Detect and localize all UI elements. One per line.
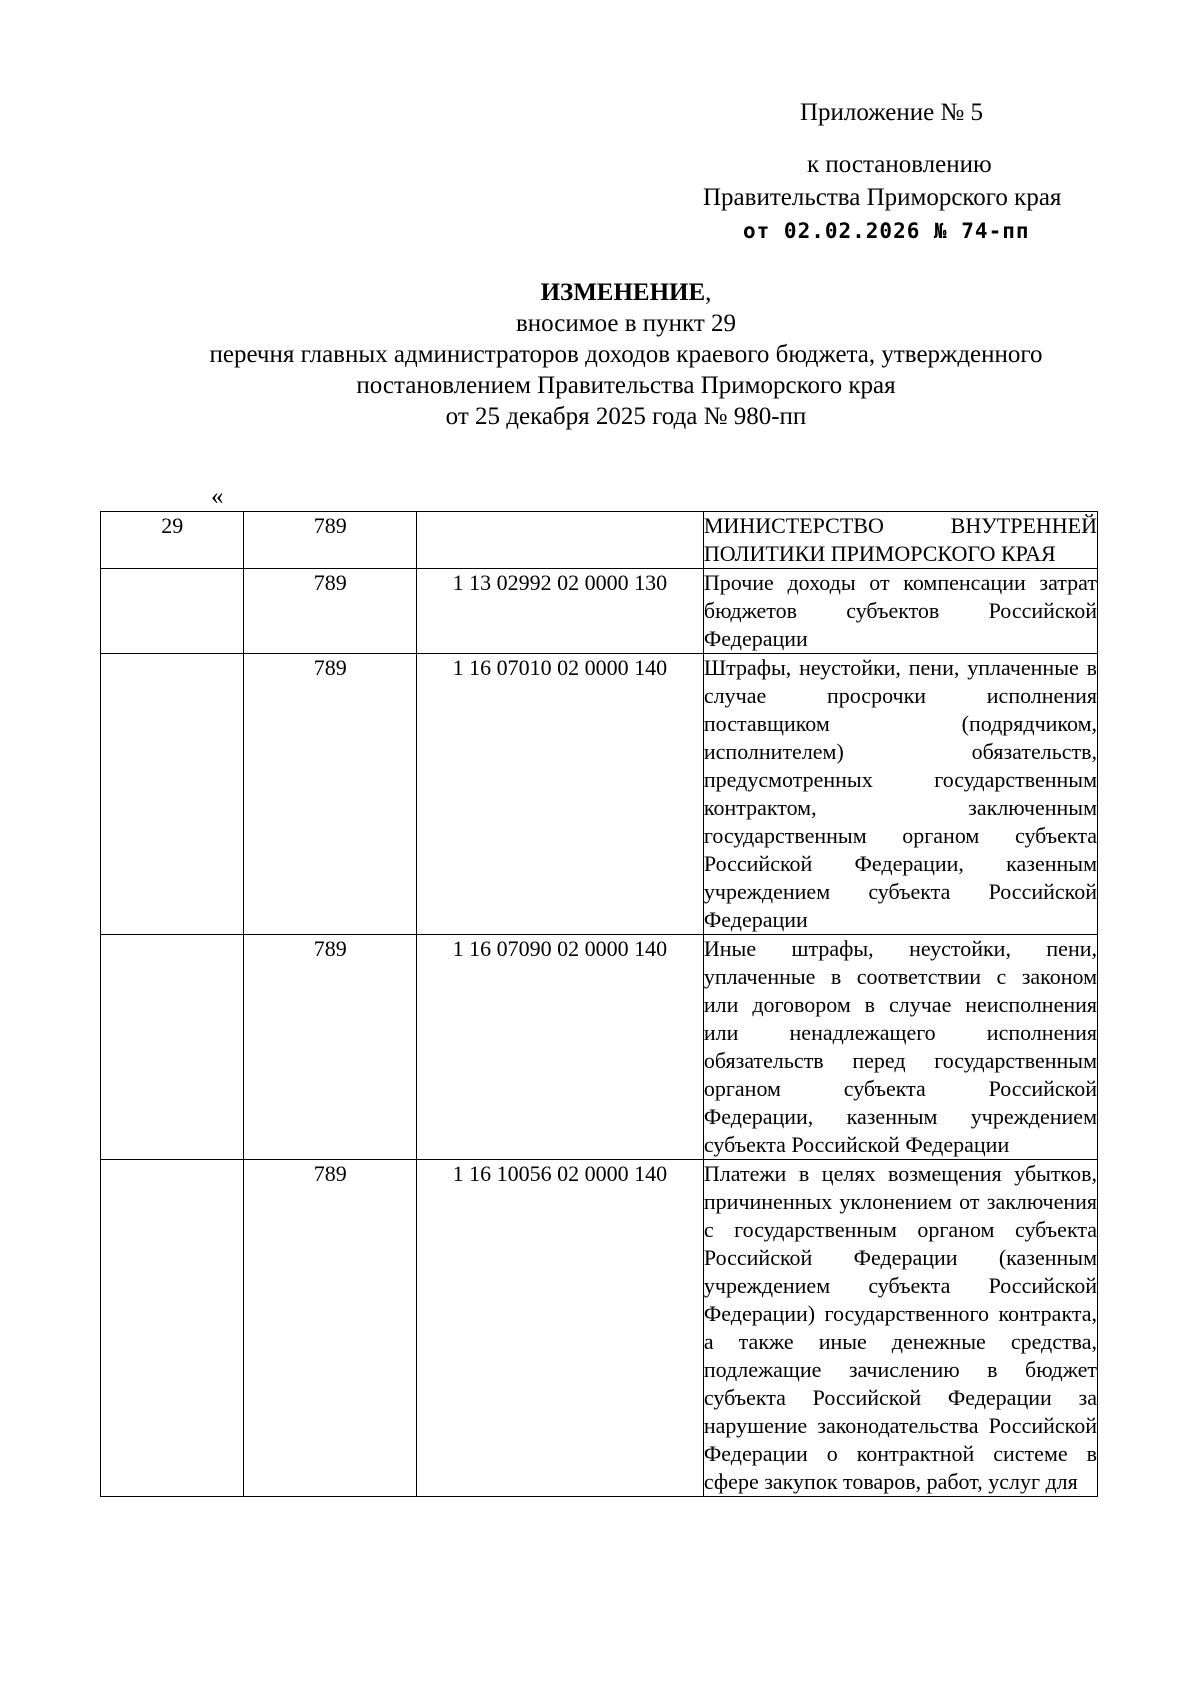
revenue-name-cell: Штрафы, неустойки, пени, уплаченные в случае просрочки исполнения поставщиком (подрядчиком, исполнителем) обязательств, предусмотренных государственным контрактом, заключенным государственным органом субъекта Российской Федерации, казенным учреждением субъекта Российской Федерации <box>703 654 1097 935</box>
heading-line-4: от 25 декабря 2025 года № 980-пп <box>445 403 807 430</box>
revenue-code-cell <box>416 512 703 569</box>
appendix-reference-line: к постановлению <box>807 151 992 178</box>
administrator-code-cell: 789 <box>244 935 416 1160</box>
opening-quote-mark: « <box>211 483 224 510</box>
row-number-cell <box>101 654 244 935</box>
row-number-cell <box>101 935 244 1160</box>
administrator-code-cell: 789 <box>244 512 416 569</box>
heading-line-2: перечня главных администраторов доходов краевого бюджета, утвержденного <box>209 341 1043 368</box>
revenue-code-cell: 1 16 10056 02 0000 140 <box>416 1160 703 1497</box>
heading-title-line <box>0 277 1200 308</box>
revenue-name-cell: МИНИСТЕРСТВО ВНУТРЕННЕЙ ПОЛИТИКИ ПРИМОРСКОГО КРАЯ <box>703 512 1097 569</box>
row-number-cell <box>101 569 244 654</box>
revenue-code-cell: 1 16 07090 02 0000 140 <box>416 935 703 1160</box>
table-row <box>101 654 1098 935</box>
heading-title-suffix: , <box>705 279 712 306</box>
heading-line-3: постановлением Правительства Приморского края <box>356 372 896 399</box>
appendix-authority-line: Правительства Приморского края <box>703 184 1062 211</box>
document-number-stamp: от 02.02.2026 № 74-пп <box>743 219 1030 243</box>
administrator-code-cell: 789 <box>244 654 416 935</box>
appendix-title: Приложение № 5 <box>800 99 984 126</box>
administrator-code-cell: 789 <box>244 569 416 654</box>
administrators-table <box>100 511 1098 1497</box>
revenue-name-cell: Платежи в целях возмещения убытков, причиненных уклонением от заключения с государственным органом субъекта Российской Федерации (казенным учреждением субъекта Российской Федерации) государственного контракта, а также иные денежные средства, подлежащие зачислению в бюджет субъекта Российской Федерации за нарушение законодательства Российской Федерации о контрактной системе в сфере закупок товаров, работ, услуг для <box>703 1160 1097 1497</box>
table-row <box>101 935 1098 1160</box>
table-row <box>101 512 1098 569</box>
heading-line-1: вносимое в пункт 29 <box>515 310 737 337</box>
row-number-cell: 29 <box>101 512 244 569</box>
revenue-name-cell: Иные штрафы, неустойки, пени, уплаченные в соответствии с законом или договором в случае неисполнения или ненадлежащего исполнения обязательств перед государственным органом субъекта Российской Федерации, казенным учреждением субъекта Российской Федерации <box>703 935 1097 1160</box>
revenue-code-cell: 1 16 07010 02 0000 140 <box>416 654 703 935</box>
revenue-code-cell: 1 13 02992 02 0000 130 <box>416 569 703 654</box>
heading-title: ИЗМЕНЕНИЕ <box>540 279 706 306</box>
table-row <box>101 1160 1098 1497</box>
appendix-block <box>0 0 1200 260</box>
administrator-code-cell: 789 <box>244 1160 416 1497</box>
document-heading <box>0 277 1200 432</box>
row-number-cell <box>101 1160 244 1497</box>
revenue-name-cell: Прочие доходы от компенсации затрат бюджетов субъектов Российской Федерации <box>703 569 1097 654</box>
table-row <box>101 569 1098 654</box>
